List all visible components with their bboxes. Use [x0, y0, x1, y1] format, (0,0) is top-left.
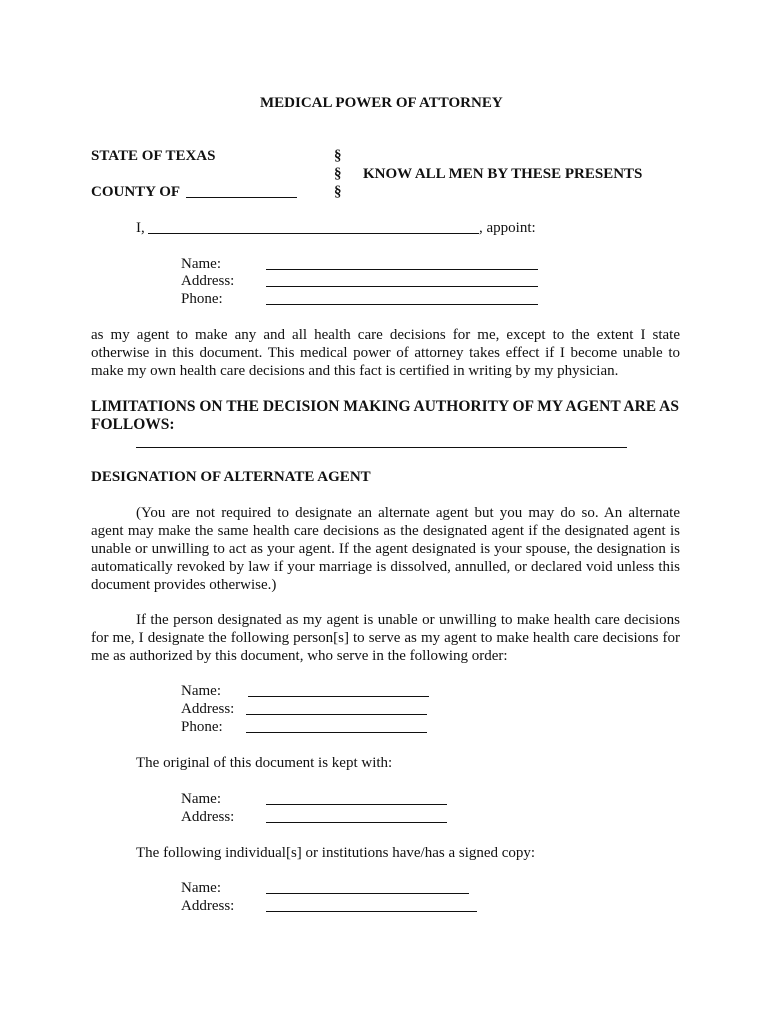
agent-phone-field[interactable]: [266, 304, 538, 305]
copy-name-field[interactable]: [266, 893, 469, 894]
alternate-name-field[interactable]: [248, 696, 429, 697]
principal-name-blank[interactable]: [148, 233, 479, 234]
alternate-designation-text: If the person designated as my agent is unable or unwilling to make health care decisions for me, I designate the following person[s] to serve as my agent to make health care decisions for me as authorized by this document, who serve in the following order:: [91, 612, 680, 664]
alternate-address-label: Address:: [181, 701, 235, 717]
original-address-field[interactable]: [266, 822, 447, 823]
limitations-heading: LIMITATIONS ON THE DECISION MAKING AUTHORITY OF MY AGENT ARE AS FOLLOWS:: [91, 398, 679, 433]
alternate-phone-field[interactable]: [246, 732, 427, 733]
document-title: MEDICAL POWER OF ATTORNEY: [260, 95, 503, 111]
signed-copy-label: The following individual[s] or institutions have/has a signed copy:: [136, 845, 536, 861]
limitations-blank[interactable]: [136, 447, 627, 448]
alternate-note-paragraph: [91, 504, 680, 594]
agent-address-label: Address:: [181, 273, 235, 289]
agent-authority-paragraph: as my agent to make any and all health care decisions for me, except to the extent I state otherwise in this document. This medical power of attorney takes effect if I become unable to make my own health care decisions and this fact is certified in writing by my physician.: [91, 327, 680, 379]
original-name-label: Name:: [181, 791, 221, 807]
agent-address-field[interactable]: [266, 286, 538, 287]
copy-name-label: Name:: [181, 880, 221, 896]
alternate-name-label: Name:: [181, 683, 221, 699]
original-address-label: Address:: [181, 809, 235, 825]
section-symbol-2: §: [334, 166, 342, 182]
appoint-prefix: I,: [136, 220, 145, 236]
alternate-note-text: (You are not required to designate an alternate agent but you may do so. An alternate agent may make the same health care decisions as the designated agent if the designated agent is unable or unwilling to act as your agent. If the agent designated is your spouse, the designation is automatically revoked by law if your marriage is dissolved, annulled, or declared void unless this document provides otherwise.): [91, 505, 680, 593]
alternate-designation-paragraph: [91, 611, 680, 665]
section-symbol-1: §: [334, 148, 342, 164]
alternate-phone-label: Phone:: [181, 719, 223, 735]
alternate-agent-heading: DESIGNATION OF ALTERNATE AGENT: [91, 469, 371, 485]
alternate-address-field[interactable]: [246, 714, 427, 715]
copy-address-field[interactable]: [266, 911, 477, 912]
county-blank[interactable]: [186, 197, 297, 198]
original-kept-label: The original of this document is kept with:: [136, 755, 393, 771]
agent-phone-label: Phone:: [181, 291, 223, 307]
agent-name-field[interactable]: [266, 269, 538, 270]
copy-address-label: Address:: [181, 898, 235, 914]
know-all-men-text: KNOW ALL MEN BY THESE PRESENTS: [363, 166, 643, 182]
section-symbol-3: §: [334, 184, 342, 200]
original-name-field[interactable]: [266, 804, 447, 805]
state-label: STATE OF TEXAS: [91, 148, 216, 164]
agent-name-label: Name:: [181, 256, 221, 272]
county-label: COUNTY OF: [91, 184, 181, 200]
appoint-suffix: , appoint:: [479, 220, 536, 236]
